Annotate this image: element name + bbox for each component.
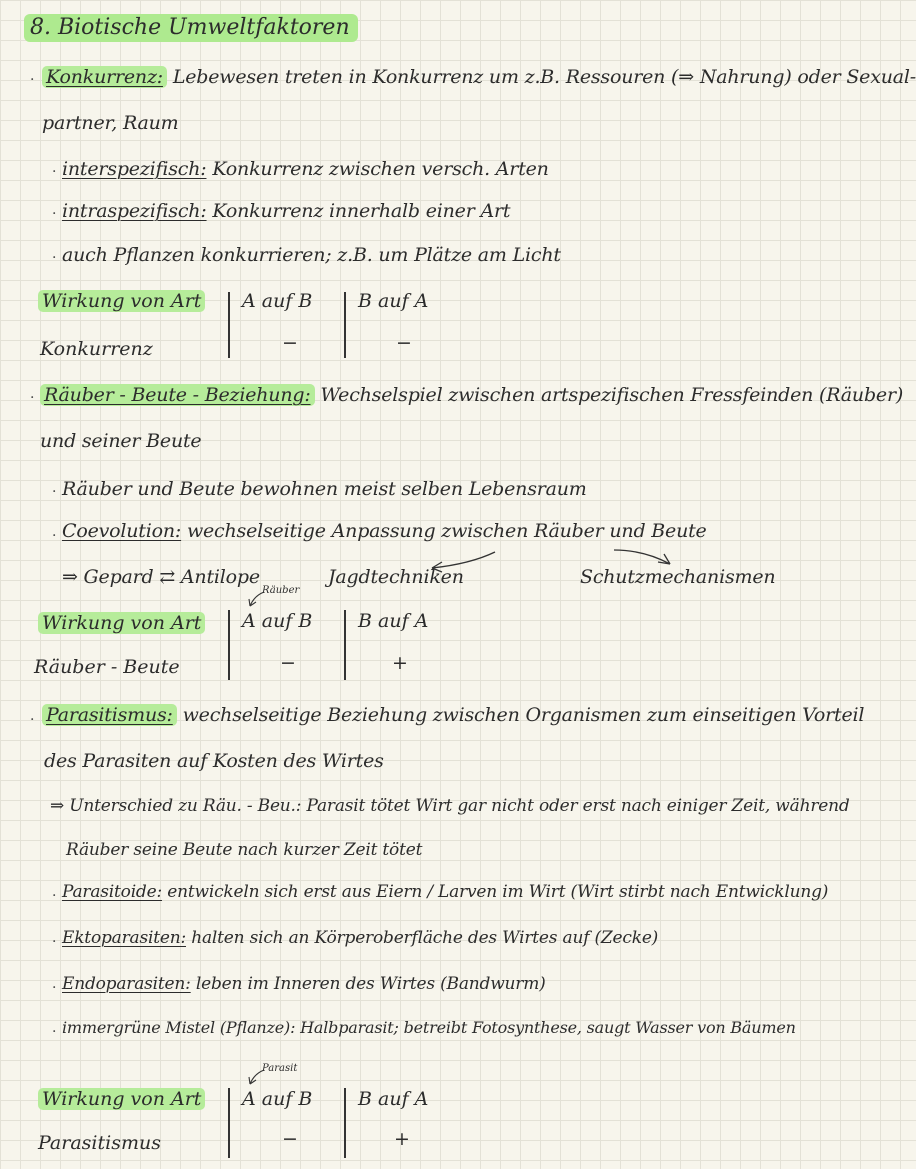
bullet-dot: · xyxy=(52,250,57,266)
parasit-line2: des Parasiten auf Kosten des Wirtes xyxy=(44,750,384,772)
arrow-parasit-icon xyxy=(246,1068,268,1090)
parasit-term: Parasitismus: xyxy=(42,704,177,726)
intra-line xyxy=(62,200,510,222)
konkurrenz-term: Konkurrenz: xyxy=(42,66,167,88)
table1-val-a: − xyxy=(282,332,298,354)
parasitoide-line xyxy=(62,882,828,902)
table2-row-label: Räuber - Beute xyxy=(34,656,180,678)
bullet-dot: · xyxy=(52,164,57,180)
raeuber-term: Räuber - Beute - Beziehung: xyxy=(40,384,315,406)
table1-col-a: A auf B xyxy=(242,290,313,312)
bullet-dot: · xyxy=(52,528,57,544)
table3-val-b: + xyxy=(394,1128,410,1150)
table3-header: Wirkung von Art xyxy=(38,1088,205,1110)
ekto-def: halten sich an Körperoberfläche des Wirtes auf (Zecke) xyxy=(191,928,659,948)
table1-row-label: Konkurrenz xyxy=(40,338,153,360)
table1-divider-2 xyxy=(344,292,346,358)
bullet-dot: · xyxy=(52,206,57,222)
table1-val-b: − xyxy=(396,332,412,354)
ekto-term: Ektoparasiten: xyxy=(62,928,186,948)
table1-divider-1 xyxy=(228,292,230,358)
plants-line: auch Pflanzen konkurrieren; z.B. um Plätze am Licht xyxy=(62,244,561,266)
table2-col-b: B auf A xyxy=(358,610,429,632)
table3-col-a: A auf B xyxy=(242,1088,313,1110)
endo-def: leben im Inneren des Wirtes (Bandwurm) xyxy=(195,974,546,994)
bullet-dot: · xyxy=(30,390,35,406)
intra-def: Konkurrenz innerhalb einer Art xyxy=(212,200,511,222)
table2-divider-1 xyxy=(228,610,230,680)
coev-def: wechselseitige Anpassung zwischen Räuber und Beute xyxy=(186,520,707,542)
endo-term: Endoparasiten: xyxy=(62,974,191,994)
bullet-dot: · xyxy=(30,72,35,88)
table3-val-a: − xyxy=(282,1128,298,1150)
bullet-dot: · xyxy=(52,934,57,950)
bullet-dot: · xyxy=(52,980,57,996)
table2-val-a: − xyxy=(280,652,296,674)
table2-col-a: A auf B xyxy=(242,610,313,632)
raeuber-line1 xyxy=(40,384,903,406)
bullet-dot: · xyxy=(52,888,57,904)
konkurrenz-line2: partner, Raum xyxy=(42,112,179,134)
raeuber-bullet1: Räuber und Beute bewohnen meist selben Lebensraum xyxy=(62,478,587,500)
bullet-dot: · xyxy=(52,1024,57,1040)
table3-divider-2 xyxy=(344,1088,346,1158)
table2-header: Wirkung von Art xyxy=(38,612,205,634)
table3-col-b: B auf A xyxy=(358,1088,429,1110)
raeuber-small-label: Räuber xyxy=(262,585,300,596)
parasit-diff-line2: Räuber seine Beute nach kurzer Zeit tötet xyxy=(66,840,423,860)
coev-example: ⇒ Gepard ⇄ Antilope xyxy=(62,566,260,588)
parasit-small-label: Parasit xyxy=(262,1063,298,1074)
jagd-label: Jagdtechniken xyxy=(328,566,464,588)
konkurrenz-def: Lebewesen treten in Konkurrenz um z.B. Ressouren (⇒ Nahrung) oder Sexual- xyxy=(172,66,916,88)
table1-header: Wirkung von Art xyxy=(38,290,205,312)
endo-line xyxy=(62,974,546,994)
intra-term: intraspezifisch: xyxy=(62,200,207,222)
coev-term: Coevolution: xyxy=(62,520,182,542)
arrow-to-jagd-icon xyxy=(420,548,500,578)
parasitoide-term: Parasitoide: xyxy=(62,882,163,902)
table2-val-b: + xyxy=(392,652,408,674)
inter-line xyxy=(62,158,549,180)
schutz-label: Schutzmechanismen xyxy=(580,566,776,588)
parasit-line1 xyxy=(42,704,864,726)
bullet-dot: · xyxy=(30,712,35,728)
bullet-dot: · xyxy=(52,484,57,500)
ekto-line xyxy=(62,928,658,948)
inter-term: interspezifisch: xyxy=(62,158,207,180)
table3-row-label: Parasitismus xyxy=(38,1132,161,1154)
table1-col-b: B auf A xyxy=(358,290,429,312)
table3-divider-1 xyxy=(228,1088,230,1158)
table2-divider-2 xyxy=(344,610,346,680)
page-title: 8. Biotische Umweltfaktoren xyxy=(24,14,358,42)
parasit-diff-line1: ⇒ Unterschied zu Räu. - Beu.: Parasit tötet Wirt gar nicht oder erst nach einiger Zeit, während xyxy=(50,796,850,816)
raeuber-line2: und seiner Beute xyxy=(40,430,202,452)
arrow-to-schutz-icon xyxy=(610,544,680,574)
coev-line xyxy=(62,520,707,542)
parasitoide-def: entwickeln sich erst aus Eiern / Larven im Wirt (Wirt stirbt nach Entwicklung) xyxy=(167,882,829,902)
raeuber-def: Wechselspiel zwischen artspezifischen Fressfeinden (Räuber) xyxy=(320,384,904,406)
arrow-raeuber-icon xyxy=(246,590,268,612)
inter-def: Konkurrenz zwischen versch. Arten xyxy=(212,158,549,180)
mistel-line: immergrüne Mistel (Pflanze): Halbparasit; betreibt Fotosynthese, saugt Wasser von Bäumen xyxy=(62,1018,796,1037)
konkurrenz-line1 xyxy=(42,66,916,88)
parasit-def: wechselseitige Beziehung zwischen Organismen zum einseitigen Vorteil xyxy=(182,704,865,726)
